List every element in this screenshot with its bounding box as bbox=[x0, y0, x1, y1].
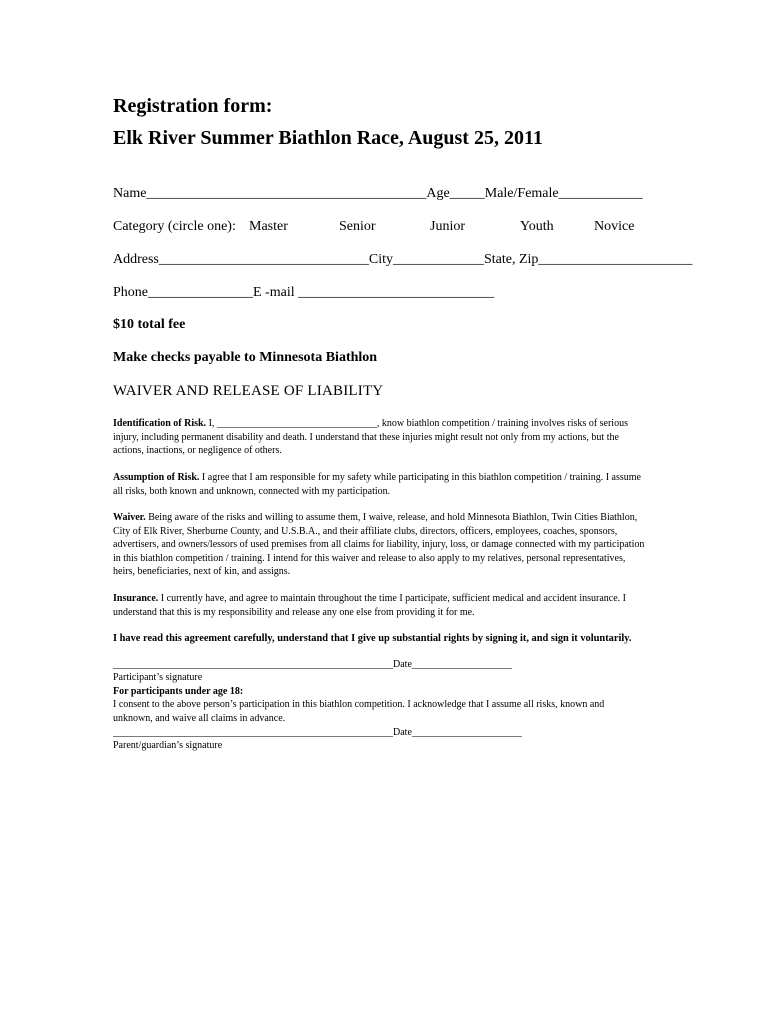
waiver-line-4: in this biathlon competition / training. I intend for this waiver and release to also apply to my relatives, personal representatives, bbox=[113, 552, 626, 564]
identification-of-risk-paragraph bbox=[113, 417, 725, 458]
waiver-line-5: heirs, beneficiaries, next of kin, and assigns. bbox=[113, 566, 291, 577]
agreement-statement: I have read this agreement carefully, understand that I give up substantial rights by signing it, and sign it voluntarily. bbox=[113, 633, 632, 644]
form-title: Registration form: bbox=[113, 95, 273, 117]
category-option-novice[interactable]: Novice bbox=[594, 219, 635, 234]
category-option-youth[interactable]: Youth bbox=[520, 219, 554, 234]
identification-of-risk-label: Identification of Risk. bbox=[113, 418, 207, 429]
name-age-gender-field[interactable]: Name________________________________________Age_____Male/Female____________ bbox=[113, 186, 643, 201]
insurance-paragraph bbox=[113, 592, 725, 619]
insurance-line-2: understand that this is my responsibility and release any one else from providing it for me. bbox=[113, 606, 475, 618]
waiver-line-2: City of Elk River, Sherburne County, and U.S.B.A., and their affiliate clubs, directors, officers, employees, coaches, sponsors, bbox=[113, 525, 618, 537]
assumption-line-2: all risks, both known and unknown, connected with my participation. bbox=[113, 485, 391, 497]
under-18-heading: For participants under age 18: bbox=[113, 686, 244, 697]
consent-line-1: I consent to the above person’s participation in this biathlon competition. I acknowledge that I assume all risks, known and bbox=[113, 699, 605, 710]
checks-payable-text: Make checks payable to Minnesota Biathlon bbox=[113, 350, 378, 365]
parent-signature-line[interactable]: ________________________________________________________Date______________________ bbox=[113, 727, 522, 738]
assumption-of-risk-paragraph bbox=[113, 471, 725, 498]
phone-email-field[interactable]: Phone_______________E -mail ____________________________ bbox=[113, 285, 495, 300]
waiver-line-1: Being aware of the risks and willing to assume them, I waive, release, and hold Minnesota Biathlon, Twin Cities Biathlon, bbox=[145, 512, 638, 523]
identification-line-2: injury, including permanent disability and death. I understand that these injuries might result not only from my actions, but the bbox=[113, 431, 619, 443]
waiver-paragraph bbox=[113, 511, 725, 579]
identification-line-3: actions, inactions, or negligence of others. bbox=[113, 445, 282, 456]
assumption-line-1: I agree that I am responsible for my safety while participating in this biathlon competition / training. I assume bbox=[199, 472, 641, 483]
consent-line-2: unknown, and waive all claims in advance. bbox=[113, 713, 286, 724]
waiver-label: Waiver. bbox=[113, 512, 146, 523]
identification-line-1: I, ________________________________, know biathlon competition / training involves risks of serious bbox=[206, 418, 628, 429]
insurance-line-1: I currently have, and agree to maintain throughout the time I participate, sufficient medical and accident insurance. I bbox=[158, 593, 626, 604]
category-label: Category (circle one): bbox=[113, 219, 236, 234]
event-title: Elk River Summer Biathlon Race, August 25, 2011 bbox=[113, 127, 543, 149]
category-option-master[interactable]: Master bbox=[249, 219, 288, 234]
assumption-of-risk-label: Assumption of Risk. bbox=[113, 472, 200, 483]
parent-signature-label: Parent/guardian’s signature bbox=[113, 740, 223, 751]
participant-signature-line[interactable]: ________________________________________________________Date____________________ bbox=[113, 659, 512, 670]
address-city-state-field[interactable]: Address______________________________City_____________State, Zip______________________ bbox=[113, 252, 693, 267]
waiver-heading: WAIVER AND RELEASE OF LIABILITY bbox=[113, 383, 384, 399]
fee-text: $10 total fee bbox=[113, 317, 186, 332]
category-option-senior[interactable]: Senior bbox=[339, 219, 376, 234]
participant-signature-label: Participant’s signature bbox=[113, 672, 203, 683]
insurance-label: Insurance. bbox=[113, 593, 159, 604]
category-option-junior[interactable]: Junior bbox=[430, 219, 465, 234]
waiver-line-3: advertisers, and owners/lessors of used premises from all claims for liability, injury, loss, or damage connected with my participation bbox=[113, 539, 645, 550]
